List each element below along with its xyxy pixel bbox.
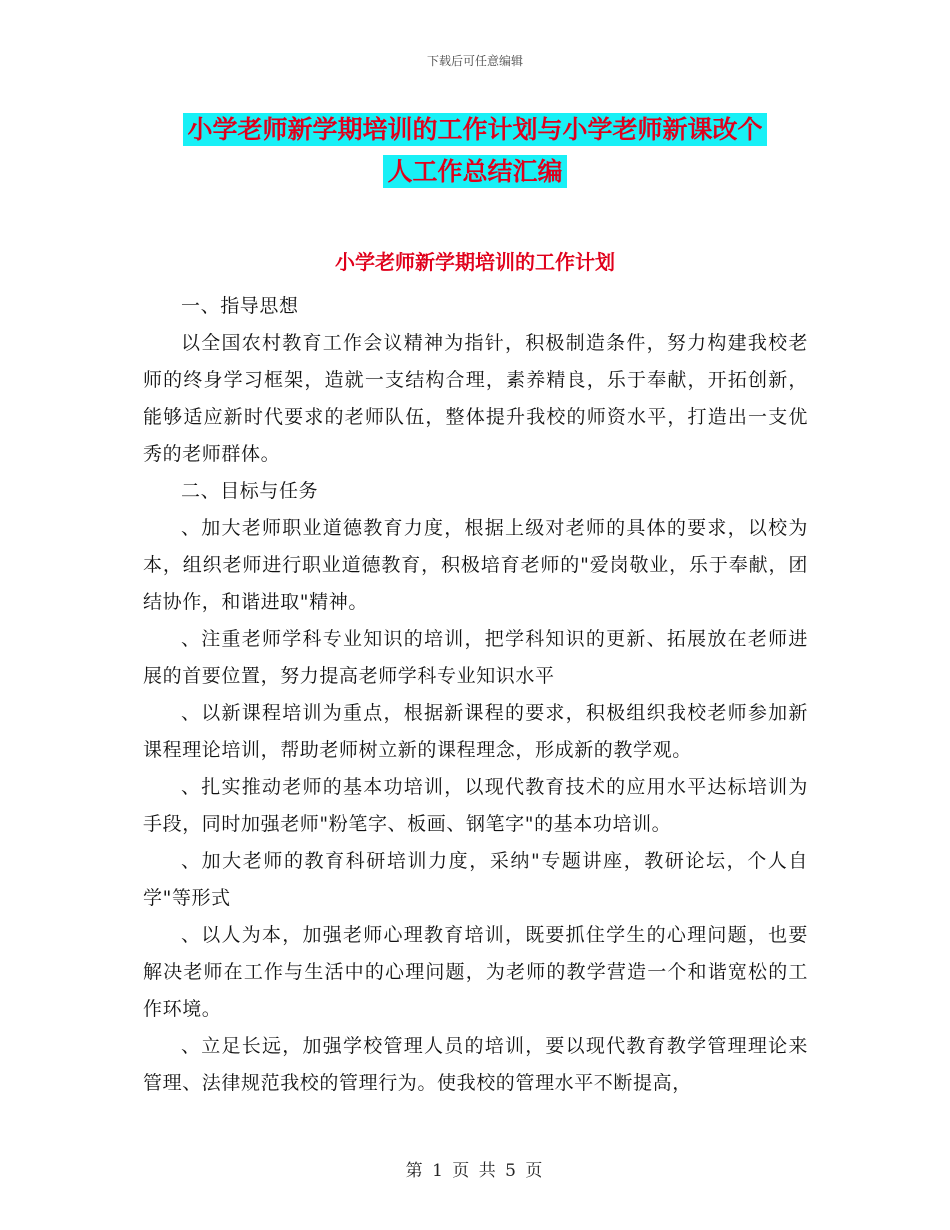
paragraph: 、注重老师学科专业知识的培训，把学科知识的更新、拓展放在老师进展的首要位置，努力提高老师学科专业知识水平 [143, 628, 808, 687]
main-title-text-2: 人工作总结汇编 [383, 155, 566, 188]
paragraph: 以全国农村教育工作会议精神为指针，积极制造条件，努力构建我校老师的终身学习框架，造就一支结构合理，素养精良，乐于奉献，开拓创新，能够适应新时代要求的老师队伍，整体提升我校的师资水平，打造出一支优秀的老师群体。 [143, 332, 808, 465]
main-title-line-2 [0, 152, 950, 192]
page-footer: 第 1 页 共 5 页 [405, 1161, 545, 1181]
document-body [143, 288, 808, 1102]
paragraph: 一、指导思想 [181, 295, 299, 317]
section-title: 小学老师新学期培训的工作计划 [335, 250, 615, 274]
main-title-line-1 [0, 110, 950, 150]
paragraph: 、扎实推动老师的基本功培训，以现代教育技术的应用水平达标培训为手段，同时加强老师"粉笔字、板画、钢笔字"的基本功培训。 [143, 776, 808, 835]
header-note: 下载后可任意编辑 [426, 54, 523, 68]
paragraph: 、以人为本，加强老师心理教育培训，既要抓住学生的心理问题，也要解决老师在工作与生活中的心理问题，为老师的教学营造一个和谐宽松的工作环境。 [143, 924, 808, 1020]
paragraph: 、加大老师职业道德教育力度，根据上级对老师的具体的要求，以校为本，组织老师进行职业道德教育，积极培育老师的"爱岗敬业，乐于奉献，团结协作，和谐进取"精神。 [143, 517, 808, 613]
paragraph: 、立足长远，加强学校管理人员的培训，要以现代教育教学管理理论来管理、法律规范我校的管理行为。使我校的管理水平不断提高， [143, 1035, 808, 1094]
main-title-text-1: 小学老师新学期培训的工作计划与小学老师新课改个 [183, 113, 766, 146]
paragraph: 、以新课程培训为重点，根据新课程的要求，积极组织我校老师参加新课程理论培训，帮助老师树立新的课程理念，形成新的教学观。 [143, 702, 808, 761]
paragraph: 二、目标与任务 [181, 480, 319, 502]
paragraph: 、加大老师的教育科研培训力度，采纳"专题讲座，教研论坛，个人自学"等形式 [143, 850, 808, 909]
